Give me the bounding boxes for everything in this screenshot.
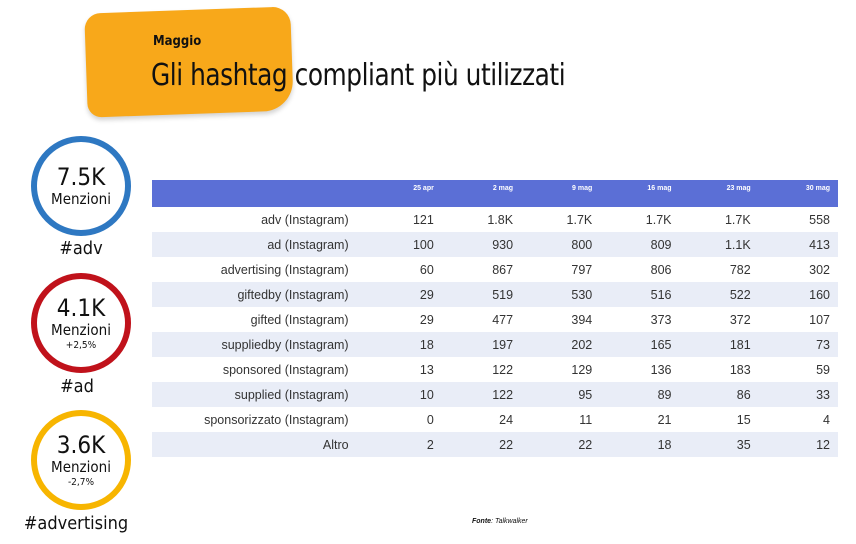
value-cell: 107 (809, 312, 830, 327)
value-cell: 22 (578, 437, 593, 452)
table-row (152, 207, 838, 232)
source-value: : Talkwalker (491, 518, 528, 525)
kpi-tag-advertising: #advertising (23, 513, 129, 534)
value-cell: 1.8K (487, 212, 514, 227)
value-cell: 809 (650, 237, 672, 252)
table-row (152, 257, 838, 282)
value-cell: 24 (499, 412, 514, 427)
value-cell: 2 (426, 437, 434, 452)
kpi-tag-adv: #adv (59, 238, 103, 259)
value-cell: 477 (492, 312, 514, 327)
value-cell: 4 (823, 412, 830, 427)
value-cell: 558 (809, 212, 830, 227)
hashtag-cell: ad (Instagram) (267, 237, 349, 252)
source-label: Fonte (472, 518, 492, 525)
value-cell: 59 (816, 362, 830, 377)
value-cell: 89 (657, 387, 672, 402)
value-cell: 29 (419, 287, 434, 302)
kpi-value: 7.5K (56, 163, 106, 191)
table-row (152, 382, 838, 407)
value-cell: 0 (426, 412, 434, 427)
value-cell: 806 (650, 262, 672, 277)
page-title: Gli hashtag compliant più utilizzati (151, 58, 566, 93)
table-row (152, 307, 838, 332)
value-cell: 18 (419, 337, 434, 352)
value-cell: 100 (412, 237, 434, 252)
value-cell: 867 (492, 262, 514, 277)
value-cell: 1.7K (645, 212, 672, 227)
kpi-label: Menzioni (51, 320, 111, 339)
hashtag-cell: advertising (Instagram) (220, 262, 349, 277)
hashtag-cell: supplied (Instagram) (234, 387, 349, 402)
value-cell: 18 (657, 437, 672, 452)
value-cell: 394 (571, 312, 593, 327)
kpi-change: -2,7% (67, 476, 95, 488)
value-cell: 35 (736, 437, 751, 452)
hashtag-cell: gifted (Instagram) (250, 312, 349, 327)
value-cell: 782 (729, 262, 751, 277)
value-cell: 122 (492, 387, 514, 402)
table-row (152, 232, 838, 257)
value-cell: 121 (412, 212, 434, 227)
value-cell: 1.7K (724, 212, 751, 227)
value-cell: 530 (571, 287, 593, 302)
value-cell: 13 (419, 362, 434, 377)
value-cell: 373 (650, 312, 672, 327)
kpi-value: 4.1K (56, 293, 106, 322)
source-note (472, 518, 528, 525)
value-cell: 516 (650, 287, 672, 302)
value-cell: 12 (816, 437, 830, 452)
column-header: 2 mag (492, 185, 514, 192)
hashtag-cell: adv (Instagram) (261, 212, 349, 227)
value-cell: 129 (571, 362, 593, 377)
value-cell: 22 (499, 437, 514, 452)
value-cell: 797 (571, 262, 593, 277)
table-row (152, 332, 838, 357)
value-cell: 181 (729, 337, 751, 352)
column-header: 23 mag (726, 185, 751, 192)
table-row (152, 282, 838, 307)
value-cell: 1.1K (724, 237, 751, 252)
value-cell: 33 (816, 387, 830, 402)
value-cell: 413 (809, 237, 830, 252)
kpi-label: Menzioni (51, 190, 111, 208)
value-cell: 202 (571, 337, 593, 352)
value-cell: 930 (492, 237, 514, 252)
value-cell: 95 (578, 387, 593, 402)
value-cell: 15 (736, 412, 751, 427)
value-cell: 519 (492, 287, 514, 302)
value-cell: 197 (492, 337, 514, 352)
hashtag-cell: giftedby (Instagram) (237, 287, 349, 302)
value-cell: 302 (809, 262, 830, 277)
value-cell: 1.7K (566, 212, 593, 227)
value-cell: 183 (729, 362, 751, 377)
hashtag-cell: Altro (322, 437, 349, 452)
kpi-ring-advertising (31, 410, 131, 510)
kpi-value: 3.6K (56, 430, 106, 459)
hashtag-table (152, 180, 838, 457)
kpi-tag-ad: #ad (60, 376, 94, 397)
hashtag-cell: sponsorizzato (Instagram) (204, 412, 349, 427)
kpi-ring-ad (31, 273, 131, 373)
column-header: 16 mag (647, 185, 672, 192)
value-cell: 11 (579, 412, 593, 427)
hashtag-cell: suppliedby (Instagram) (221, 337, 349, 352)
kpi-change: +2,5% (65, 339, 97, 351)
column-header (152, 180, 363, 207)
value-cell: 60 (419, 262, 434, 277)
table-row (152, 432, 838, 457)
value-cell: 522 (729, 287, 751, 302)
column-header: 30 mag (805, 185, 830, 192)
value-cell: 122 (492, 362, 514, 377)
column-header: 25 apr (413, 185, 434, 192)
value-cell: 86 (736, 387, 751, 402)
table-row (152, 357, 838, 382)
value-cell: 165 (650, 337, 672, 352)
hashtag-cell: sponsored (Instagram) (222, 362, 349, 377)
column-header: 9 mag (572, 185, 593, 192)
value-cell: 372 (729, 312, 751, 327)
kpi-ring-adv (31, 136, 131, 236)
value-cell: 136 (650, 362, 672, 377)
value-cell: 800 (571, 237, 593, 252)
table-row (152, 407, 838, 432)
value-cell: 10 (419, 387, 434, 402)
month-label: Maggio (153, 34, 202, 49)
value-cell: 29 (419, 312, 434, 327)
value-cell: 21 (657, 412, 672, 427)
value-cell: 73 (816, 337, 830, 352)
kpi-label: Menzioni (51, 457, 111, 476)
table-header-row (152, 180, 838, 207)
value-cell: 160 (809, 287, 830, 302)
